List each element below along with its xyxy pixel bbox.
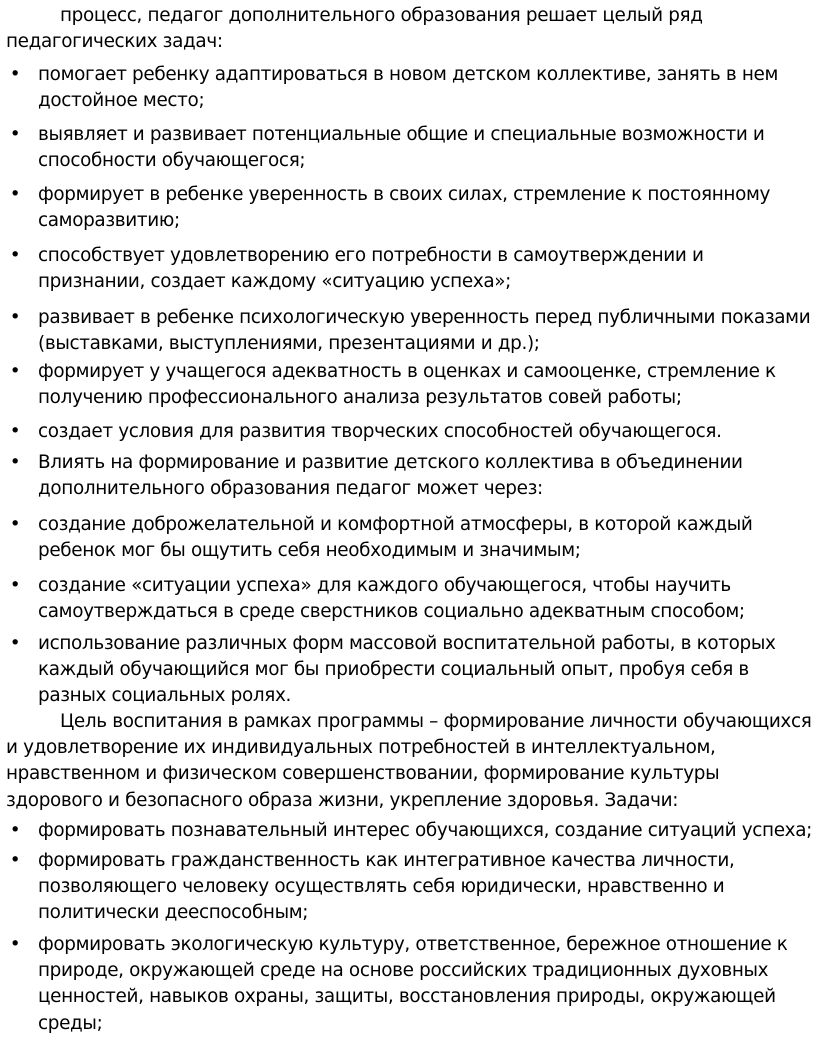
intro-text: процесс, педагог дополнительного образования решает целый ряд педагогических задач: — [6, 5, 703, 53]
bullet-icon: • — [9, 850, 21, 871]
list-item-text: формировать познавательный интерес обучающихся, создание ситуаций успеха; — [38, 820, 812, 841]
list-item-text: формирует у учащегося адекватность в оценках и самооценке, стремление к получению профессионального анализа результатов совей работы; — [38, 361, 776, 409]
bullet-icon: • — [9, 934, 21, 955]
list-item-text: формирует в ребенке уверенность в своих силах, стремление к постоянному саморазвитию; — [38, 184, 771, 232]
list-item-text: создание «ситуации успеха» для каждого обучающегося, чтобы научить самоутверждаться в среде сверстников социально адекватным способом; — [38, 575, 745, 623]
bullet-icon: • — [9, 184, 21, 205]
list-item-text: использование различных форм массовой воспитательной работы, в которых каждый обучающийся мог бы приобрести социальный опыт, пробуя себя в разных социальных ролях. — [38, 633, 776, 707]
list-item-text: Влиять на формирование и развитие детского коллектива в объединении дополнительного образования педагог может через: — [38, 452, 743, 500]
list-item-text: формировать экологическую культуру, ответственное, бережное отношение к природе, окружающей среде на основе российских традиционных духовных ценностей, навыков охраны, защиты, восстановления природы, окружающей среды; — [38, 934, 788, 1034]
bullet-icon: • — [9, 514, 21, 535]
bullet-icon: • — [9, 64, 21, 85]
bullet-icon: • — [9, 124, 21, 145]
list-item-text: создает условия для развития творческих способностей обучающегося. — [38, 421, 722, 442]
list-item-text: развивает в ребенке психологическую уверенность перед публичными показами (выставками, выступлениями, презентациями и др.); — [38, 307, 811, 355]
bullet-icon: • — [9, 361, 21, 382]
intro-paragraph — [6, 3, 814, 55]
goal-text: Цель воспитания в рамках программы – формирование личности обучающихся и удовлетворение их индивидуальных потребностей в интеллектуальном, нравственном и физическом совершенствовании, формирование культуры здорового и безопасного образа жизни, укрепление здоровья. Задачи: — [6, 711, 812, 811]
bullet-icon: • — [9, 452, 21, 473]
bullet-icon: • — [9, 421, 21, 442]
bullet-icon: • — [9, 820, 21, 841]
list-item-text: создание доброжелательной и комфортной атмосферы, в которой каждый ребенок мог бы ощутить себя необходимым и значимым; — [38, 514, 753, 562]
bullet-icon: • — [9, 633, 21, 654]
list-item-text: формировать гражданственность как интегративное качества личности, позволяющего человеку осуществлять себя юридически, нравственно и политически дееспособным; — [38, 850, 735, 924]
bullet-icon: • — [9, 245, 21, 266]
list-item-text: способствует удовлетворению его потребности в самоутверждении и признании, создает каждому «ситуацию успеха»; — [38, 245, 704, 293]
bullet-icon: • — [9, 575, 21, 596]
list-item-text: помогает ребенку адаптироваться в новом детском коллективе, занять в нем достойное место; — [38, 64, 778, 112]
list-item-text: выявляет и развивает потенциальные общие и специальные возможности и способности обучающегося; — [38, 124, 765, 172]
bullet-icon: • — [9, 307, 21, 328]
goal-paragraph — [6, 709, 814, 814]
